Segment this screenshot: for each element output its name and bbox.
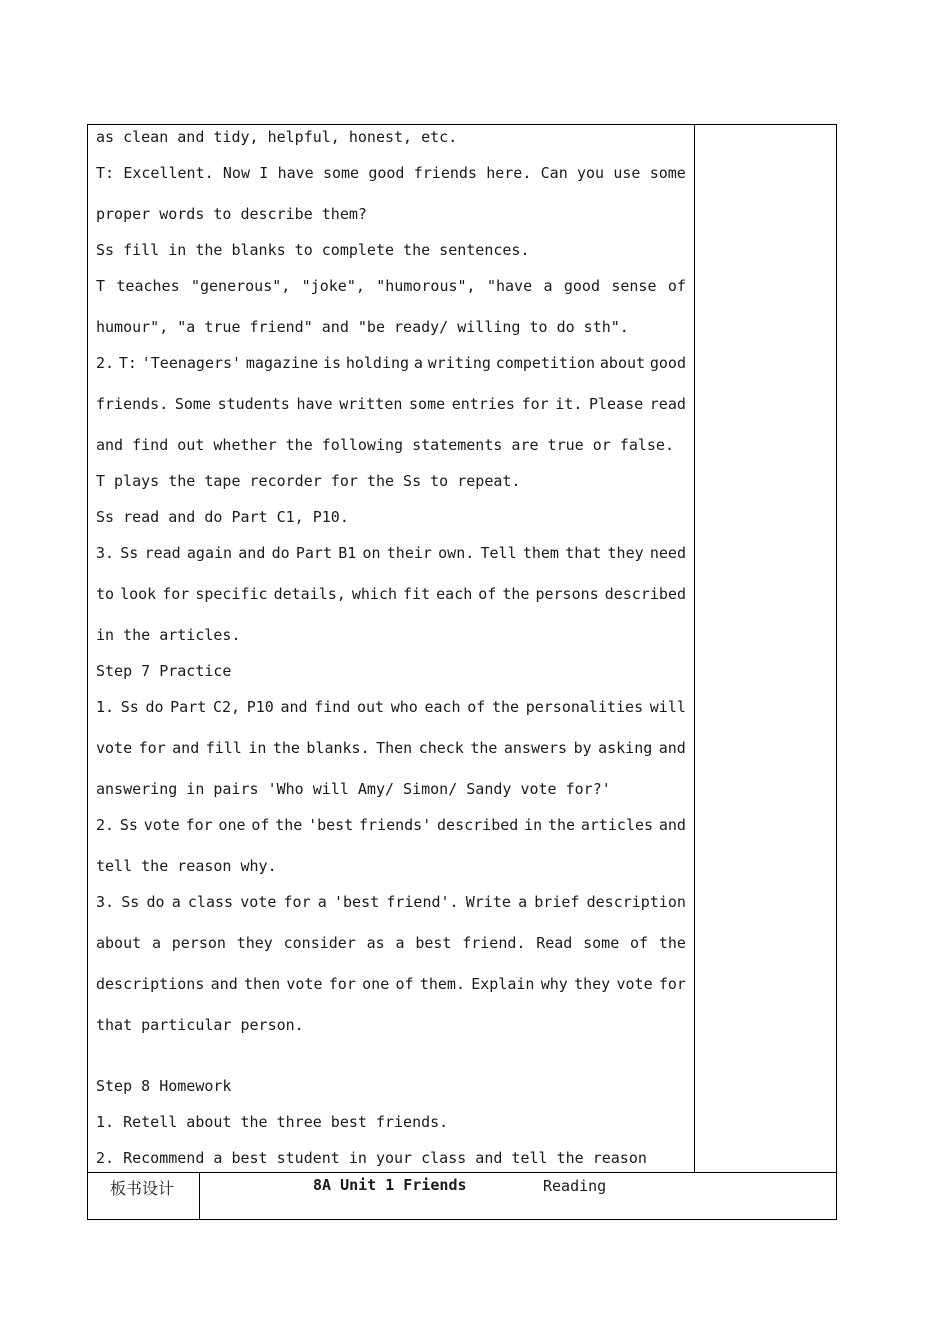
body-line: 3. Ss do a class vote for a 'best friend'. Write a brief description bbox=[96, 893, 686, 911]
body-line: about a person they consider as a best friend. Read some of the bbox=[96, 934, 686, 952]
body-line: T plays the tape recorder for the Ss to repeat. bbox=[96, 472, 521, 490]
column-divider bbox=[694, 124, 695, 1173]
body-line: friends. Some students have written some entries for it. Please read bbox=[96, 395, 686, 413]
body-line: Ss fill in the blanks to complete the sentences. bbox=[96, 241, 530, 259]
body-line: answering in pairs 'Who will Amy/ Simon/ Sandy vote for?' bbox=[96, 780, 611, 798]
board-subtitle: Reading bbox=[543, 1177, 607, 1195]
body-line: Ss read and do Part C1, P10. bbox=[96, 508, 349, 526]
body-line: 1. Ss do Part C2, P10 and find out who each of the personalities will bbox=[96, 698, 686, 716]
footer-divider bbox=[199, 1172, 200, 1220]
body-line: vote for and fill in the blanks. Then check the answers by asking and bbox=[96, 739, 686, 757]
body-line: in the articles. bbox=[96, 626, 241, 644]
body-line: tell the reason why. bbox=[96, 857, 277, 875]
body-line: 2. Recommend a best student in your class and tell the reason bbox=[96, 1149, 647, 1167]
board-title: 8A Unit 1 Friends bbox=[313, 1176, 467, 1194]
board-design-label: 板书设计 bbox=[110, 1179, 175, 1198]
body-line: Step 7 Practice bbox=[96, 662, 232, 680]
body-line: 2. Ss vote for one of the 'best friends' described in the articles and bbox=[96, 816, 686, 834]
body-line: 3. Ss read again and do Part B1 on their own. Tell them that they need bbox=[96, 544, 686, 562]
body-line: descriptions and then vote for one of them. Explain why they vote for bbox=[96, 975, 686, 993]
body-line: to look for specific details, which fit each of the persons described bbox=[96, 585, 686, 603]
body-line: humour", "a true friend" and "be ready/ willing to do sth". bbox=[96, 318, 629, 336]
body-line: that particular person. bbox=[96, 1016, 304, 1034]
body-line: Step 8 Homework bbox=[96, 1077, 232, 1095]
body-line: 2. T: 'Teenagers' magazine is holding a writing competition about good bbox=[96, 354, 686, 372]
body-line: as clean and tidy, helpful, honest, etc. bbox=[96, 128, 458, 146]
body-line: T: Excellent. Now I have some good friends here. Can you use some bbox=[96, 164, 686, 182]
body-line: T teaches "generous", "joke", "humorous", "have a good sense of bbox=[96, 277, 686, 295]
body-line: proper words to describe them? bbox=[96, 205, 367, 223]
body-line: 1. Retell about the three best friends. bbox=[96, 1113, 449, 1131]
body-line: and find out whether the following statements are true or false. bbox=[96, 436, 674, 454]
